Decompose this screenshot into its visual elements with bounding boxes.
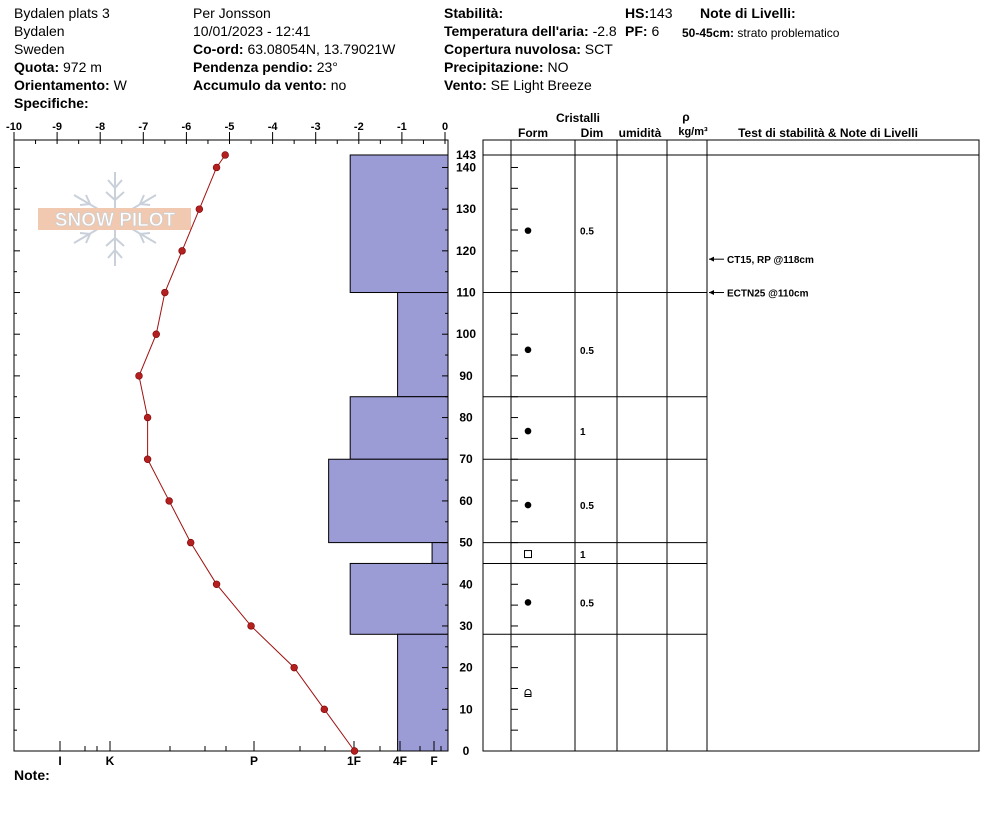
temperature-point [144,456,151,463]
depth-tick-label: 50 [459,535,473,550]
arrow-head-icon [709,257,714,262]
hardness-bar [329,459,448,542]
hardness-tick-label: 1F [346,754,362,768]
hardness-tick-label: 4F [392,754,408,768]
precip-value: NO [547,59,569,75]
grain-form-rounded-icon [525,502,532,509]
depth-top-label: 143 [455,147,477,162]
pf-value: 6 [651,23,660,39]
hardness-bar [350,563,448,634]
temperature-point [351,748,358,755]
depth-tick-label: 90 [459,368,473,383]
temperature-point [136,372,143,379]
tests-notes-header: Test di stabilità & Note di Livelli [738,126,918,140]
hardness-bar [432,543,448,564]
temp-tick-label: -1 [397,121,407,133]
temp-tick-label: -3 [310,121,321,133]
temperature-point [179,247,186,254]
hardness-tick-label: K [105,754,115,768]
datetime: 10/01/2023 - 12:41 [193,23,311,39]
temperature-point [153,331,160,338]
stability-label: Stabilità: [444,5,504,21]
layer-notes-label: Note di Livelli: [700,5,796,21]
density-symbol: ρ [682,110,690,124]
arrow-head-icon [709,290,714,295]
layer-table-frame [483,140,979,751]
depth-tick-label: 70 [459,452,473,467]
wind-loading-label: Accumulo da vento: [193,77,327,93]
cloud-label: Copertura nuvolosa: [444,41,581,57]
temperature-point [291,664,298,671]
grain-size: 0.5 [580,598,594,610]
hardness-bar [398,634,448,751]
depth-tick-label: 0 [462,744,470,758]
grain-form-faceted-icon [525,551,532,558]
watermark-text: SNOW PILOT [54,210,176,231]
temperature-point [248,623,255,630]
specifics-label: Specifiche: [14,95,89,111]
watermark [38,172,191,266]
temp-tick-label: -9 [52,121,62,133]
layer-note-text: strato problematico [737,26,840,40]
depth-tick-label: 10 [459,702,473,717]
temperature-point [196,206,203,213]
hs-label: HS: [625,5,650,21]
air-temp-label: Temperatura dell'aria: [444,23,589,39]
depth-tick-label: 80 [459,410,473,425]
temperature-line [139,155,354,751]
temperature-point [161,289,168,296]
grain-form-rounded-icon [525,599,532,606]
stability-test-label: ECTN25 @110cm [727,288,809,300]
location-name: Bydalen plats 3 [14,5,110,21]
grain-form-rounded-icon [525,428,532,435]
temperature-point [166,498,173,505]
temp-tick-label: 0 [441,121,449,133]
temp-tick-label: -10 [6,121,22,133]
crystals-header: Cristalli [555,111,601,125]
depth-tick-label: 110 [456,285,476,300]
hardness-bar [350,397,448,460]
aspect-label: Orientamento: [14,77,110,93]
hardness-bar [398,293,448,397]
temp-tick-label: -2 [353,121,364,133]
temperature-point [187,539,194,546]
stability-test-label: CT15, RP @118cm [727,255,814,267]
grain-size: 0.5 [580,226,594,238]
precip-label: Precipitazione: [444,59,544,75]
notes-label: Note: [14,767,50,783]
density-unit: kg/m³ [678,126,708,138]
depth-tick-label: 120 [455,243,477,258]
depth-tick-label: 60 [459,493,473,508]
pf-label: PF: [625,23,648,39]
temperature-point [213,164,220,171]
country: Sweden [14,41,65,57]
elevation-label: Quota: [14,59,60,75]
temp-tick-label: -5 [224,121,235,133]
depth-tick-label: 30 [459,618,473,633]
grain-form-rounded-icon [525,347,532,354]
region: Bydalen [14,23,65,39]
temperature-point [213,581,220,588]
layer-note-range: 50-45cm: [682,26,735,40]
aspect-value: W [113,77,127,93]
slope-label: Pendenza pendio: [193,59,313,75]
grain-size: 1 [580,427,586,439]
wind-value: SE Light Breeze [490,77,592,93]
coord-value: 63.08054N, 13.79021W [247,41,396,57]
moisture-header: umidità [618,126,662,140]
dim-header: Dim [580,126,604,140]
temperature-point [321,706,328,713]
temp-tick-label: -7 [138,121,149,133]
grain-size: 1 [580,550,586,562]
temperature-point [222,152,229,159]
depth-tick-label: 40 [459,577,473,592]
hs-value: 143 [649,5,673,21]
grain-size: 0.5 [580,501,594,513]
coord-label: Co-ord: [193,41,244,57]
temperature-point [144,414,151,421]
depth-tick-label: 100 [455,327,477,342]
hardness-bar [350,155,448,293]
depth-tick-label: 130 [455,202,477,217]
grain-form-rounded-icon [525,227,532,234]
slope-value: 23° [316,59,338,75]
form-header: Form [518,126,548,140]
hardness-tick-label: I [58,754,62,768]
wind-label: Vento: [444,77,487,93]
layer-table-columns [511,140,707,751]
cloud-value: SCT [584,41,613,57]
hardness-tick-label: F [430,754,438,768]
grain-size: 0.5 [580,345,594,357]
elevation-value: 972 m [63,59,102,75]
grain-form-melt-crust-icon [525,690,531,697]
air-temp-value: -2.8 [592,23,617,39]
depth-tick-label: 20 [459,660,473,675]
depth-tick-label: 140 [455,160,477,175]
temp-tick-label: -8 [95,121,106,133]
wind-loading-value: no [330,77,347,93]
observer: Per Jonsson [193,5,271,21]
temp-tick-label: -4 [267,121,278,133]
hardness-tick-label: P [249,754,259,768]
temp-tick-label: -6 [181,121,192,133]
